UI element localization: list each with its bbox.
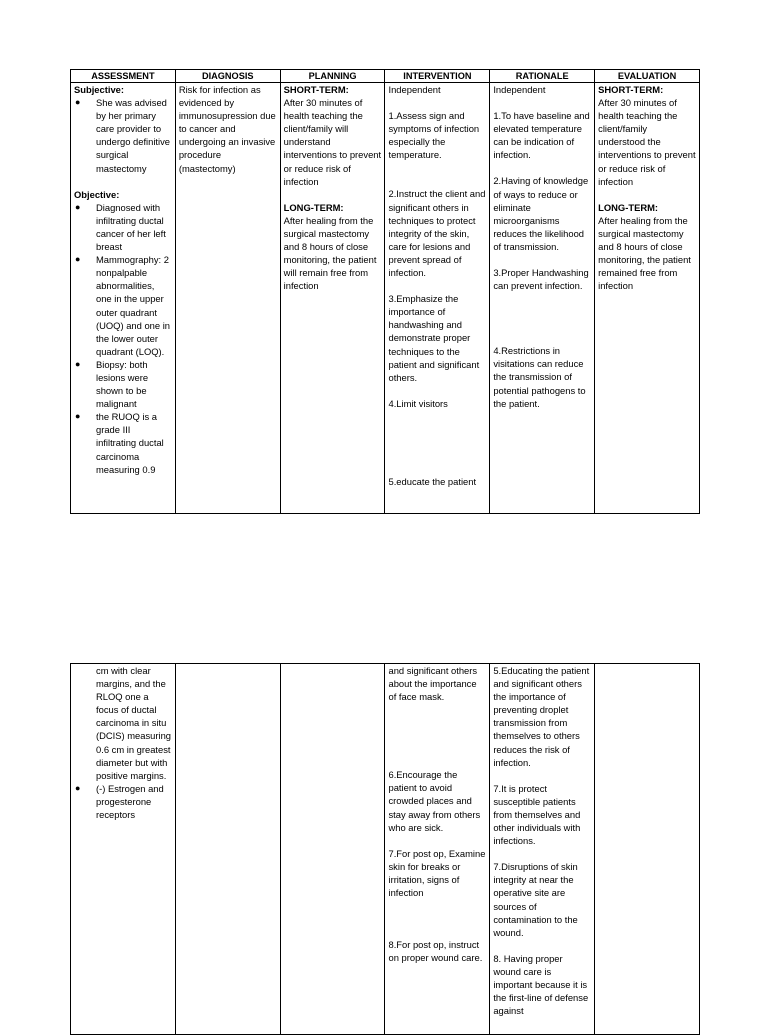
header-evaluation: EVALUATION xyxy=(595,70,700,83)
planning-long-label: LONG-TERM: xyxy=(283,201,344,213)
subjective-label: Subjective: xyxy=(74,84,125,95)
diagnosis-text: Risk for infection as evidenced by immunosupression due to cancer and undergoing an invasive procedure (mastectomy) xyxy=(178,84,276,174)
rationale-heading: Independent xyxy=(493,84,546,95)
objective-item: ● the RUOQ is a grade III infiltrating ductal carcinoma measuring 0.9 xyxy=(74,410,172,475)
evaluation-short-label: SHORT-TERM: xyxy=(598,84,664,95)
intervention-item: 8.For post op, instruct on proper wound care. xyxy=(388,939,483,964)
objective-list xyxy=(74,201,172,476)
care-plan-table-page-1 xyxy=(70,69,700,514)
header-assessment: ASSESSMENT xyxy=(71,70,176,83)
subjective-item: ● She was advised by her primary care provider to undergo definitive surgical mastectomy xyxy=(74,96,172,175)
diagnosis-cell xyxy=(175,664,280,1035)
rationale-item: 3.Proper Handwashing can prevent infection. xyxy=(493,267,589,292)
assessment-cell xyxy=(71,83,176,514)
rationale-item: 7.It is protect susceptible patients from themselves and other individuals with infections. xyxy=(493,782,581,847)
header-diagnosis: DIAGNOSIS xyxy=(175,70,280,83)
intervention-item: 6.Encourage the patient to avoid crowded places and stay away from others who are sick. xyxy=(388,769,481,833)
planning-short-text: After 30 minutes of health teaching the client/family will understand interventions to prevent or reduce risk of infection xyxy=(283,97,382,187)
planning-short-label: SHORT-TERM: xyxy=(283,84,349,95)
care-plan-table-page-2 xyxy=(70,663,700,1035)
evaluation-short-text: After 30 minutes of health teaching the client/family understood the interventions to prevent or reduce risk of infection xyxy=(598,97,696,187)
objective-label: Objective: xyxy=(74,188,120,200)
intervention-cell xyxy=(385,83,490,514)
content-row xyxy=(71,83,700,514)
planning-cell xyxy=(280,83,385,514)
header-rationale: RATIONALE xyxy=(490,70,595,83)
assessment-continued: cm with clear margins, and the RLOQ one a focus of ductal carcinoma in situ (DCIS) measuring 0.6 cm in greatest diameter but with positive margins. xyxy=(96,665,172,781)
rationale-item: 4.Restrictions in visitations can reduce the transmission of potential pathogens to the patient. xyxy=(493,345,586,409)
content-row xyxy=(71,664,700,1035)
subjective-list xyxy=(74,96,172,175)
objective-item: ● Diagnosed with infiltrating ductal cancer of her left breast xyxy=(74,201,172,253)
evaluation-long-text: After healing from the surgical mastectomy and 8 hours of close monitoring, the patient remained free from infection xyxy=(598,214,691,292)
intervention-item: 1.Assess sign and symptoms of infection especially the temperature. xyxy=(388,110,480,161)
objective-list xyxy=(74,782,172,821)
evaluation-cell xyxy=(595,83,700,514)
header-planning: PLANNING xyxy=(280,70,385,83)
rationale-item: 8. Having proper wound care is important because it is the first-line of defense against xyxy=(493,952,589,1017)
objective-item: ● Biopsy: both lesions were shown to be malignant xyxy=(74,358,172,410)
objective-item: ● (-) Estrogen and progesterone receptors xyxy=(74,782,172,821)
planning-cell xyxy=(280,664,385,1035)
rationale-cell xyxy=(490,83,595,514)
assessment-cell xyxy=(71,664,176,1035)
header-row xyxy=(71,70,700,83)
intervention-item: 4.Limit visitors xyxy=(388,397,448,409)
rationale-item: 1.To have baseline and elevated temperature can be indication of infection. xyxy=(493,110,590,161)
diagnosis-cell xyxy=(175,83,280,514)
intervention-heading: Independent xyxy=(388,84,441,95)
rationale-item: 2.Having of knowledge of ways to reduce or eliminate microorganisms reduces the likelihood of transmission. xyxy=(493,175,589,252)
evaluation-cell xyxy=(595,664,700,1035)
header-intervention: INTERVENTION xyxy=(385,70,490,83)
rationale-item: 5.Educating the patient and significant others the importance of preventing droplet transmission from themselves to others reduces the risk of infection. xyxy=(493,665,590,768)
intervention-item: and significant others about the importance of face mask. xyxy=(388,665,478,703)
evaluation-long-label: LONG-TERM: xyxy=(598,201,659,213)
objective-item: ● Mammography: 2 nonpalpable abnormalities, one in the upper outer quadrant (UOQ) and one in the lower outer quadrant (LOQ). xyxy=(74,253,172,358)
intervention-item: 7.For post op, Examine skin for breaks or irritation, signs of infection xyxy=(388,847,486,899)
intervention-item: 5.educate the patient xyxy=(388,475,477,487)
intervention-item: 2.Instruct the client and significant others in techniques to protect integrity of the skin, care for lesions and prevent spread of infection. xyxy=(388,188,486,279)
intervention-item: 3.Emphasize the importance of handwashing and demonstrate proper techniques to the patient and significant others. xyxy=(388,293,480,383)
intervention-cell xyxy=(385,664,490,1035)
rationale-item: 7.Disruptions of skin integrity at near the operative site are sources of contamination to the wound. xyxy=(493,861,578,938)
planning-long-text: After healing from the surgical mastectomy and 8 hours of close monitoring, the patient will remain free from infection xyxy=(283,214,377,292)
rationale-cell xyxy=(490,664,595,1035)
